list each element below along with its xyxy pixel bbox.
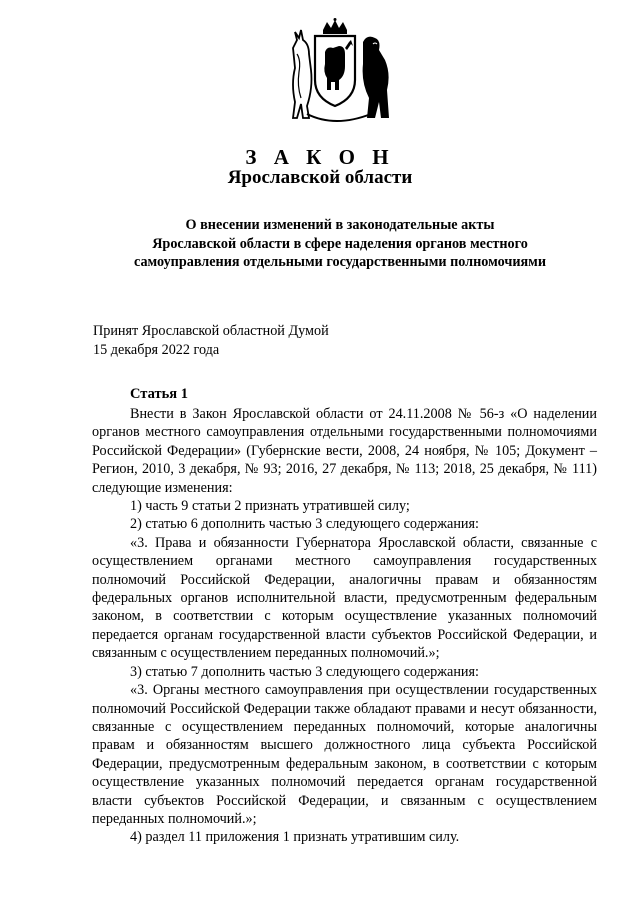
article-paragraph: «3. Права и обязанности Губернатора Ярославской области, связанные с осуществлением органами местного самоуправления государственных полномочий Российской Федерации, аналогичны правам и обязанностям федеральных органов исполнительной власти, предусмотренным федеральным законом, в соответствии с которым осуществление указанных полномочий передается органам государственной власти субъектов Российской Федерации, и связанным с осуществлением переданных полномочий.»; [92, 534, 597, 662]
article-paragraph: 3) статью 7 дополнить частью 3 следующего содержания: [130, 663, 479, 680]
article-paragraph: 4) раздел 11 приложения 1 признать утратившим силу. [130, 829, 460, 846]
adoption-date: 15 декабря 2022 года [93, 341, 220, 358]
article-body [92, 405, 597, 847]
article-paragraph: «3. Органы местного самоуправления при осуществлении государственных полномочий Российской Федерации также обладают правами и несут обязанности, связанные с осуществлением переданных полномочий, которые аналогичны правам и обязанностям высшего должностного лица субъекта Российской Федерации, предусмотренным федеральным законом, в соответствии с которым осуществление указанных полномочий передается органам государственной власти субъектов Российской Федерации, и связанным с осуществлением переданных полномочий.»; [92, 682, 597, 827]
subtitle-line: Ярославской области в сфере наделения органов местного [152, 235, 528, 252]
document-region-title: Ярославской области [227, 167, 413, 188]
subtitle-line: самоуправления отдельными государственными полномочиями [133, 254, 547, 270]
document-type-title: З А К О Н [245, 145, 395, 169]
article-paragraph: 1) часть 9 статьи 2 признать утратившей силу; [130, 498, 410, 515]
law-subtitle [100, 216, 580, 272]
article-paragraph: 2) статью 6 дополнить частью 3 следующего содержания: [130, 516, 479, 533]
article-paragraph: Внести в Закон Ярославской области от 24.11.2008 № 56-з «О наделении органов местного самоуправления отдельными государственными полномочиями Российской Федерации» (Губернские вести, 2008, 24 ноября, № 105; Документ – Регион, 2010, 3 декабря, № 93; 2016, 27 декабря, № 113; 2018, 25 декабря, № 111) следующие изменения: [92, 406, 597, 496]
adoption-body: Принят Ярославской областной Думой [93, 323, 329, 339]
adoption-note [93, 322, 329, 359]
subtitle-line: О внесении изменений в законодательные акты [185, 217, 495, 233]
article-heading: Статья 1 [130, 386, 188, 402]
coat-of-arms-icon [287, 18, 395, 128]
